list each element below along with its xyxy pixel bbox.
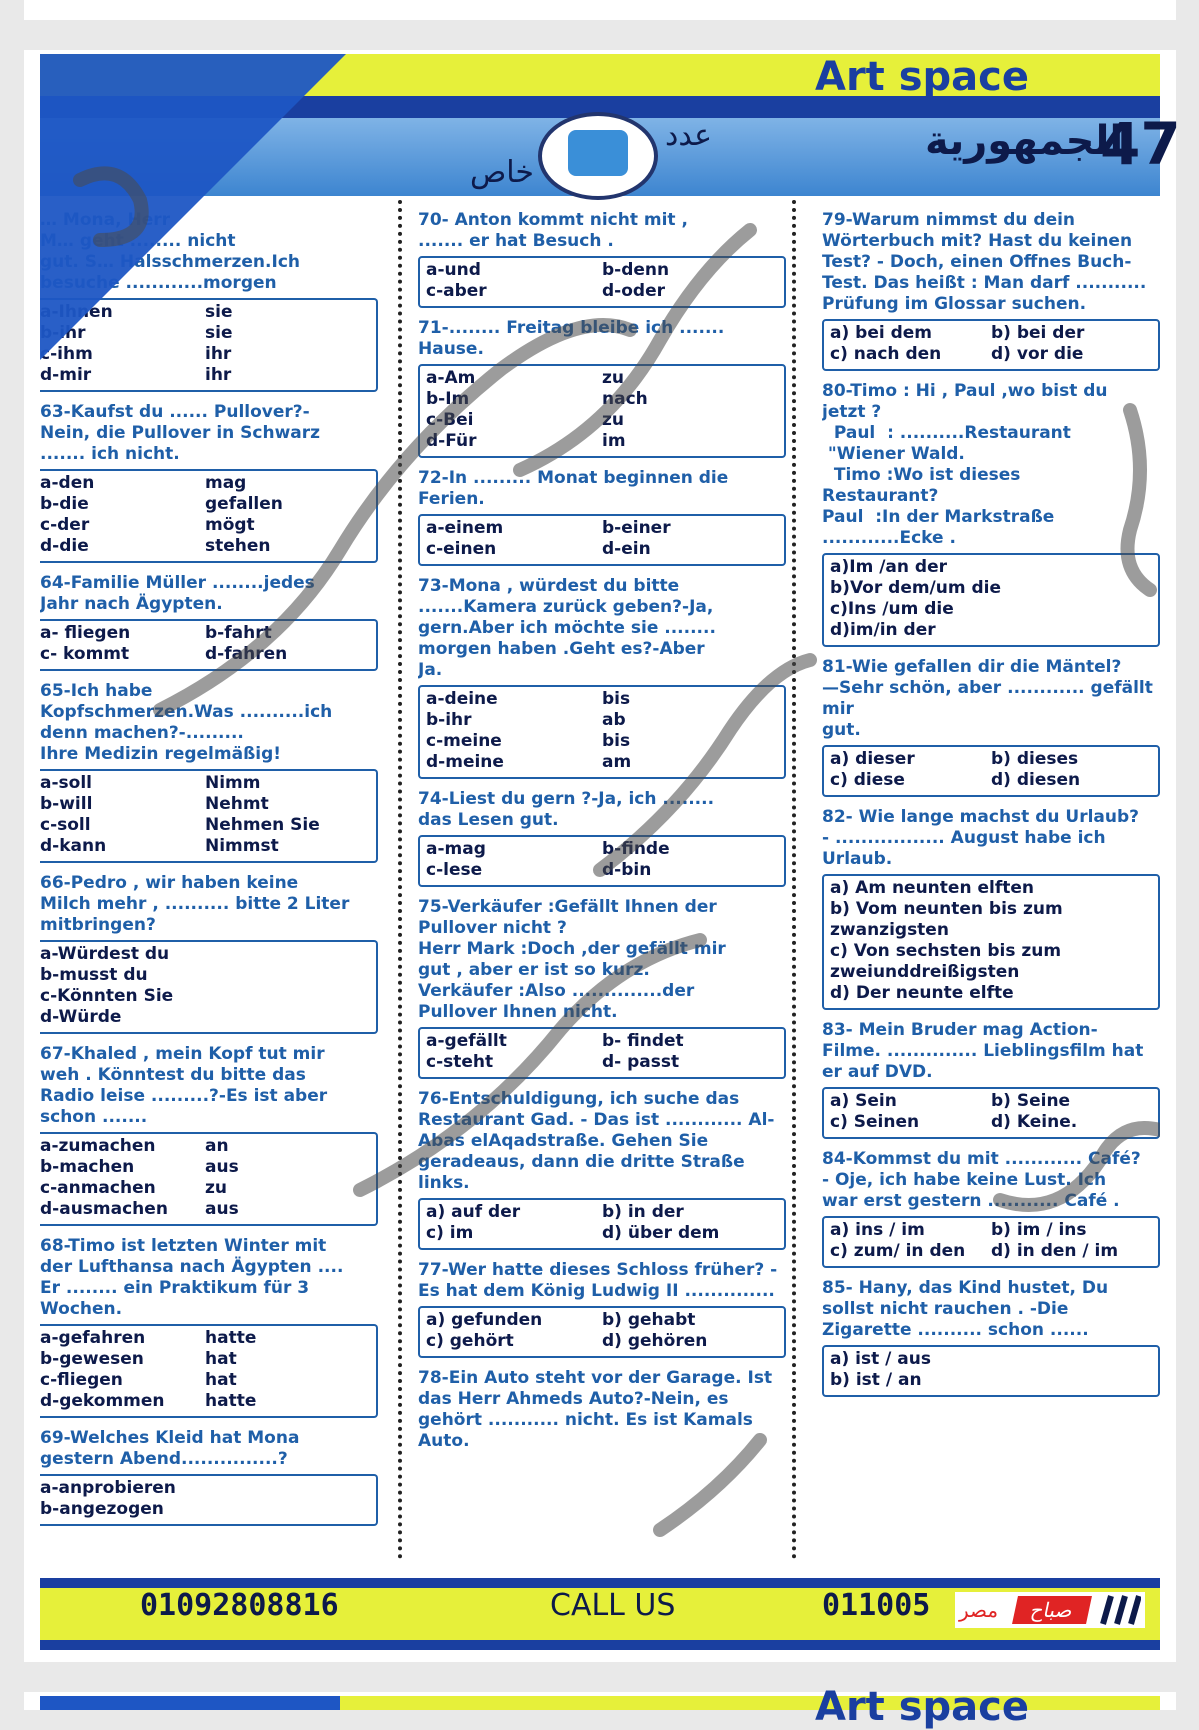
question-text: 72-In ......... Monat beginnen die Ferien. [418,468,729,509]
answer-option [205,944,370,965]
answer-option: c) Von sechsten bis zum [830,941,1062,961]
answer-option: c)Ins /um die [830,599,954,619]
answer-option: a) gefunden [426,1310,543,1330]
answer-option: d-ein [602,539,651,559]
question-text: 82- Wie lange machst du Urlaub? - ................. August habe ich Urlaub. [822,807,1140,869]
answer-option: zwanzigsten [830,920,949,940]
answer-option: c-soll [40,815,91,835]
answer-option: d-Für [426,431,477,451]
answer-option [1063,962,1152,983]
header-corner-triangle [40,54,346,360]
answer-options-box [40,1324,378,1418]
answer-option: c) zum/ in den [830,1241,966,1261]
answer-options-box [40,619,378,671]
answer-option: aus [205,1157,239,1177]
answer-option: c-anmachen [40,1178,156,1198]
answer-option: a) Sein [830,1091,897,1111]
question-text: 74-Liest du gern ?-Ja, ich ........ das Lesen gut. [418,789,715,830]
answer-option: b) Vom neunten bis zum [830,899,1063,919]
answer-option: d) Der neunte elfte [830,983,1014,1003]
answer-option: d-Würde [40,1007,122,1027]
answer-option: a-gefällt [426,1031,507,1051]
answer-option: a-gefahren [40,1328,146,1348]
answer-option: d-bin [602,860,652,880]
answer-option: a-mag [426,839,486,859]
column-divider-1 [398,200,402,1560]
answer-option: bis [602,689,631,709]
answer-option: a) dieser [830,749,915,769]
answer-option [991,1349,1152,1370]
questions-area [40,200,1160,1570]
answer-option: a) bei dem [830,323,933,343]
question-text: 69-Welches Kleid hat Mona gestern Abend...............? [40,1428,300,1469]
special-word: خاص [470,155,534,190]
answer-option: gefallen [205,494,283,514]
question-text: 76-Entschuldigung, ich suche das Restaurant Gad. - Das ist ............ Al- Abas elAqadstraße. Gehen Sie geradeaus, dann die dritte Straße links. [418,1089,775,1193]
answer-option: sie [205,323,233,343]
question-text: 83- Mein Bruder mag Action- Filme. .............. Lieblingsfilm hat er auf DVD. [822,1020,1144,1082]
answer-options-box [418,256,786,308]
question-column-middle [418,210,786,1570]
question-text: 66-Pedro , wir haben keine Milch mehr , .......... bitte 2 Liter mitbringen? [40,873,350,935]
answer-options-box [822,1345,1160,1397]
answer-option: a-anprobieren [40,1478,176,1498]
answer-option: d-die [40,536,89,556]
answer-option: c) gehört [426,1331,514,1351]
question-text: 85- Hany, das Kind hustet, Du sollst nicht rauchen . -Die Zigarette .......... schon ...... [822,1278,1109,1340]
answer-option: b) Seine [991,1091,1071,1111]
question-text: 71-........ Freitag bleibe ich ....... Hause. [418,318,725,359]
answer-option [1063,878,1152,899]
answer-option [1001,557,1152,578]
question-text: 79-Warum nimmst du dein Wörterbuch mit? Hast du keinen Test? - Doch, einen Offnes Buch- Test. Das heißt : Man darf ........... Prüfung im Glossar suchen. [822,210,1147,314]
answer-option: hat [205,1370,237,1390]
answer-option: d) Keine. [991,1112,1078,1132]
question-text: 67-Khaled , mein Kopf tut mir weh . Könntest du bitte das Radio leise .........?-Es ist aber schon ....... [40,1044,328,1127]
answer-option: c-Bei [426,410,474,430]
answer-options-box [40,469,378,563]
answer-options-box [822,745,1160,797]
answer-option [1063,983,1152,1004]
answer-option: a-Würdest du [40,944,170,964]
answer-option: b) ist / an [830,1370,922,1390]
footer-phone-right: 011005 [822,1588,931,1623]
answer-option: d) über dem [602,1223,720,1243]
answer-option: c-lese [426,860,483,880]
answer-option [1063,941,1152,962]
answer-option: a) ins / im [830,1220,925,1240]
answer-option: b-fahrt [205,623,272,643]
answer-option: ihr [205,344,232,364]
answer-option: b- findet [602,1031,684,1051]
question-text: 77-Wer hatte dieses Schloss früher? - Es hat dem König Ludwig II .............. [418,1260,778,1301]
answer-option: mögt [205,515,255,535]
answer-option: b-will [40,794,93,814]
answer-options-box [418,1306,786,1358]
question-text: 65-Ich habe Kopfschmerzen.Was ..........ich denn machen?-......... Ihre Medizin regelmäßig! [40,681,333,764]
source-city: مصر [959,1598,999,1622]
column-divider-2 [792,200,796,1560]
answer-option: c) nach den [830,344,942,364]
footer-phone-left: 01092808816 [140,1588,339,1623]
source-logo-bars-icon [1095,1594,1141,1626]
answer-option: bis [602,731,631,751]
answer-option: a- fliegen [40,623,131,643]
question-text: 73-Mona , würdest du bitte .......Kamera zurück geben?-Ja, gern.Aber ich möchte sie ........ morgen haben .Geht es?-Aber Ja. [418,576,716,680]
answer-option: d)im/in der [830,620,936,640]
answer-options-box [40,1474,378,1526]
answer-option: a) auf der [426,1202,521,1222]
answer-option: d-kann [40,836,107,856]
answer-option: a) Am neunten elften [830,878,1034,898]
answer-option: d-oder [602,281,665,301]
answer-option: d) diesen [991,770,1081,790]
answer-options-box [822,1216,1160,1268]
answer-option: a-soll [40,773,92,793]
answer-options-box [418,514,786,566]
answer-option: b-denn [602,260,670,280]
answer-option: aus [205,1199,239,1219]
question-text: 80-Timo : Hi , Paul ,wo bist du jetzt ? Paul : ..........Restaurant "Wiener Wald. Timo :Wo ist dieses Restaurant? Paul :In der Markstraße ............Ecke . [822,381,1108,548]
answer-option: d) gehören [602,1331,708,1351]
answer-option [205,965,370,986]
answer-option [1001,578,1152,599]
answer-option: a-den [40,473,95,493]
answer-option: b-machen [40,1157,135,1177]
answer-option: hat [205,1349,237,1369]
answer-option: c-steht [426,1052,494,1072]
question-text: 70- Anton kommt nicht mit , ....... er hat Besuch . [418,210,688,251]
newspaper-name: الجمهورية [925,118,1124,164]
answer-option [205,1499,370,1520]
answer-option: b) in der [602,1202,684,1222]
answer-option: zu [205,1178,227,1198]
answer-option: a-deine [426,689,498,709]
answer-options-box [418,1198,786,1250]
answer-options-box [418,364,786,458]
answer-option [1063,899,1152,920]
question-text: 81-Wie gefallen dir die Mäntel? —Sehr schön, aber ............ gefällt mir gut. [822,657,1153,740]
answer-option: c-Könnten Sie [40,986,174,1006]
answer-option: b) dieses [991,749,1079,769]
answer-option: c-ihm [40,344,93,364]
previous-page-edge [24,0,1176,20]
answer-option: b) im / ins [991,1220,1087,1240]
answer-option: a) ist / aus [830,1349,931,1369]
answer-option [991,1370,1152,1391]
answer-options-box [40,1132,378,1226]
answer-option: d-gekommen [40,1391,165,1411]
answer-option [1063,920,1152,941]
answer-options-box [822,319,1160,371]
answer-options-box [418,1027,786,1079]
answer-option: c-der [40,515,90,535]
answer-option: Nimmst [205,836,279,856]
answer-option: Nehmen Sie [205,815,320,835]
question-text: … Mona, Herr M… geht ........ nicht gut. S… Halsschmerzen.Ich besuche ............morgen [40,210,300,293]
answer-option: b-musst du [40,965,148,985]
answer-option: Nehmt [205,794,269,814]
answer-option: b-finde [602,839,670,859]
ministry-seal-logo [538,112,658,200]
answer-option: c-meine [426,731,502,751]
question-text: 64-Familie Müller ........jedes Jahr nach Ägypten. [40,573,315,614]
answer-option: a-Ihnen [40,302,113,322]
question-text: 68-Timo ist letzten Winter mit der Lufthansa nach Ägypten .... Er ........ ein Praktikum für 3 Wochen. [40,1236,344,1319]
answer-option: d) in den / im [991,1241,1119,1261]
answer-option: ihr [205,365,232,385]
question-text: 63-Kaufst du ...... Pullover?- Nein, die Pullover in Schwarz ....... ich nicht. [40,402,321,464]
issue-number: 47 [1100,110,1181,178]
answer-option: d-ausmachen [40,1199,168,1219]
answer-option: d-mir [40,365,92,385]
next-page-brand: Art space [815,1684,1030,1730]
answer-option: zu [602,368,624,388]
answer-option: stehen [205,536,271,556]
answer-option: a-einem [426,518,504,538]
answer-option: b-Im [426,389,470,409]
answer-option: b-angezogen [40,1499,164,1519]
answer-option: b) gehabt [602,1310,696,1330]
answer-option [1001,620,1152,641]
answer-option: b-ihr [40,323,86,343]
answer-option: zu [602,410,624,430]
answer-option: b-einer [602,518,671,538]
answer-option: Nimm [205,773,261,793]
answer-option: hatte [205,1391,257,1411]
answer-option: d-fahren [205,644,288,664]
answer-option [205,986,370,1007]
question-text: 75-Verkäufer :Gefällt Ihnen der Pullover nicht ? Herr Mark :Doch ,der gefällt mir gut , aber er ist so kurz. Verkäufer :Also ..............der Pullover Ihnen nicht. [418,897,726,1022]
answer-option: c-fliegen [40,1370,123,1390]
answer-option: b-die [40,494,89,514]
answer-option: a-zumachen [40,1136,156,1156]
answer-option: b) bei der [991,323,1085,343]
answer-option: nach [602,389,648,409]
answer-option: hatte [205,1328,257,1348]
answer-option: c) diese [830,770,905,790]
footer-call-us: CALL US [550,1588,676,1623]
answer-option [205,1007,370,1028]
answer-option: ab [602,710,626,730]
brand-title: Art space [815,54,1030,100]
answer-option: b-gewesen [40,1349,144,1369]
answer-option: a-und [426,260,481,280]
answer-option: an [205,1136,229,1156]
answer-option: c-einen [426,539,497,559]
answer-option: mag [205,473,247,493]
answer-option: c) Seinen [830,1112,920,1132]
answer-option: d- passt [602,1052,680,1072]
answer-option: am [602,752,632,772]
answer-options-box [40,769,378,863]
seal-emblem [568,130,628,176]
answer-option: d-meine [426,752,504,772]
question-text: 78-Ein Auto steht vor der Garage. Ist das Herr Ahmeds Auto?-Nein, es gehört ........... nicht. Es ist Kamals Auto. [418,1368,773,1451]
answer-options-box [822,1087,1160,1139]
answer-options-box [418,685,786,779]
answer-option: a)Im /an der [830,557,947,577]
answer-option: a-Am [426,368,476,388]
answer-option [205,1478,370,1499]
answer-options-box [418,835,786,887]
answer-options-box [822,553,1160,647]
answer-option: b)Vor dem/um die [830,578,1002,598]
answer-option: b-ihr [426,710,472,730]
source-logo [955,1592,1145,1628]
question-text: 84-Kommst du mit ............ Café? - Oje, ich habe keine Lust. Ich war erst gestern ........... Café . [822,1149,1141,1211]
answer-option: im [602,431,626,451]
question-column-right [822,210,1160,1570]
answer-option: d) vor die [991,344,1084,364]
answer-option [1001,599,1152,620]
answer-options-box [40,940,378,1034]
source-name: صباح [1012,1596,1092,1624]
answer-options-box [822,874,1160,1010]
answer-option: c) im [426,1223,474,1243]
question-column-left [40,210,378,1570]
answer-option: zweiunddreißigsten [830,962,1020,982]
answer-option: c-aber [426,281,487,301]
answer-option: c- kommt [40,644,130,664]
answer-option: sie [205,302,233,322]
issue-word: عدد [665,118,713,153]
next-page-corner [40,1696,340,1710]
